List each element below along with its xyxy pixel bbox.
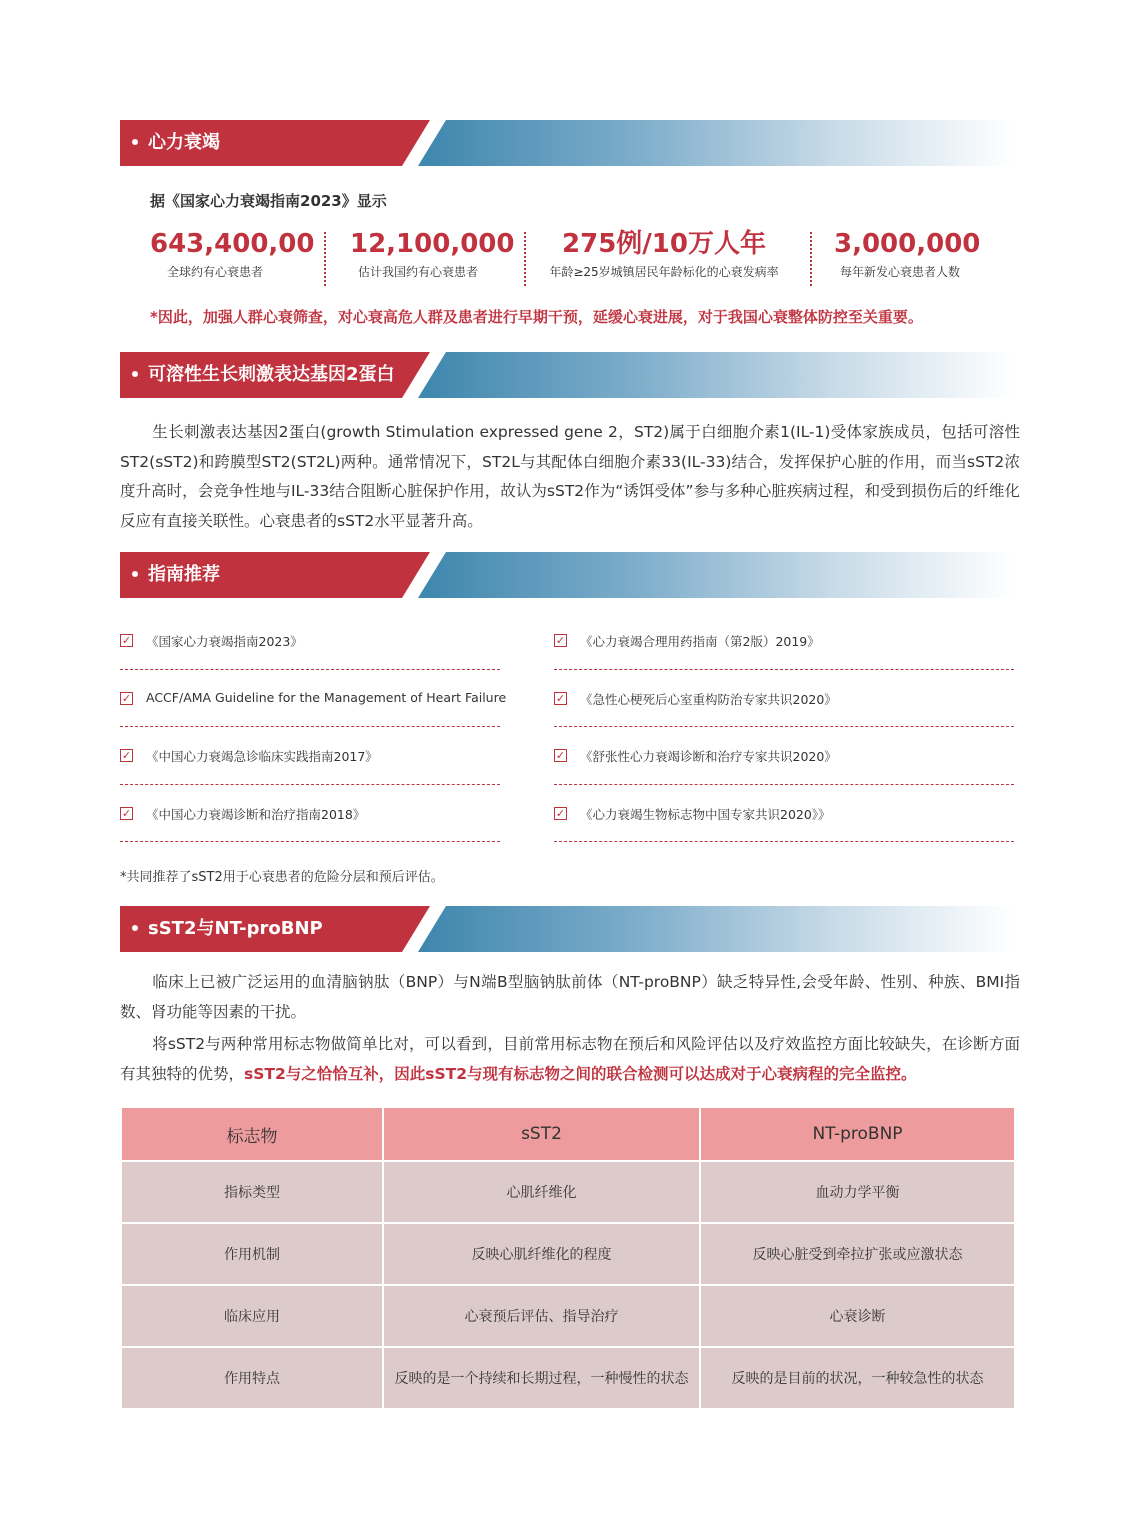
list-item	[120, 785, 500, 843]
stat-label: 年龄≥25岁城镇居民年龄标化的心衰发病率	[549, 265, 779, 279]
table-cell: 作用特点	[121, 1347, 383, 1409]
guideline-title: 《中国心力衰竭急诊临床实践指南2017》	[146, 749, 378, 764]
table-row	[121, 1285, 1015, 1347]
column-header: sST2	[383, 1107, 700, 1161]
table-row	[121, 1161, 1015, 1223]
section-title: 可溶性生长刺激表达基因2蛋白	[148, 364, 395, 385]
bullet-dot-icon	[132, 925, 138, 931]
intro-line: 据《国家心力衰竭指南2023》显示	[150, 192, 387, 210]
comparison-paragraph-1	[120, 968, 1020, 1027]
checkbox-checked-icon: ✓	[555, 634, 566, 647]
emphasis-note: *因此，加强人群心衰筛查，对心衰高危人群及患者进行早期干预，延缓心衰进展，对于我国心衰整体防控至关重要。	[150, 308, 923, 326]
checkbox-checked-icon: ✓	[121, 634, 132, 647]
guideline-title: 《国家心力衰竭指南2023》	[146, 634, 303, 649]
stat-label: 每年新发心衰患者人数	[839, 265, 960, 279]
comparison-table	[120, 1106, 1016, 1410]
table-cell: 心衰预后评估、指导治疗	[383, 1285, 700, 1347]
comparison-paragraph-2	[120, 1030, 1020, 1089]
table-row	[121, 1223, 1015, 1285]
section-title: sST2与NT-proBNP	[148, 918, 323, 939]
list-item	[554, 670, 1014, 728]
stat-divider	[324, 232, 326, 286]
table-cell: 心衰诊断	[700, 1285, 1015, 1347]
checkbox-checked-icon: ✓	[121, 749, 132, 762]
table-cell: 反映心脏受到牵拉扩张或应激状态	[700, 1223, 1015, 1285]
guideline-title: 《急性心梗死后心室重构防治专家共识2020》	[580, 691, 837, 707]
guideline-title: 《心力衰竭生物标志物中国专家共识2020》》	[580, 806, 831, 822]
list-item	[554, 727, 1014, 785]
section-header-sst2	[120, 352, 1014, 398]
stat-divider	[810, 232, 812, 286]
stat-global	[150, 228, 315, 282]
table-cell: 血动力学平衡	[700, 1161, 1015, 1223]
bullet-dot-icon	[132, 571, 138, 577]
stat-new-cases	[834, 228, 981, 282]
table-cell: 临床应用	[121, 1285, 383, 1347]
guideline-column-left	[120, 612, 507, 842]
table-header-row	[121, 1107, 1015, 1161]
header-gradient-band	[418, 120, 1014, 166]
section-title: 指南推荐	[148, 564, 220, 585]
stat-china	[350, 228, 515, 282]
checkbox-checked-icon: ✓	[121, 806, 132, 820]
list-item	[554, 785, 1014, 843]
stat-value: 3,000,000	[834, 229, 981, 259]
list-item	[120, 727, 500, 785]
table-cell: 作用机制	[121, 1223, 383, 1285]
table-cell: 反映的是目前的状况，一种较急性的状态	[700, 1347, 1015, 1409]
header-gradient-band	[418, 552, 1014, 598]
section-header-comparison	[120, 906, 1014, 952]
section-title: 心力衰竭	[148, 132, 220, 153]
guideline-title: 《舒张性心力衰竭诊断和治疗专家共识2020》	[580, 749, 837, 764]
checkbox-checked-icon: ✓	[121, 691, 132, 705]
stat-value: 643,400,00	[150, 229, 315, 259]
comparison-text-2: 将sST2与两种常用标志物做简单比对，可以看到，目前常用标志物在预后和风险评估以及疗效监控方面比较缺失，在诊断方面有其独特的优势，	[120, 1035, 1020, 1083]
bullet-dot-icon	[132, 371, 138, 377]
column-header: NT-proBNP	[700, 1107, 1015, 1161]
stat-incidence	[536, 228, 792, 282]
table-cell: 反映心肌纤维化的程度	[383, 1223, 700, 1285]
section-header-guidelines	[120, 552, 1014, 598]
checkbox-checked-icon: ✓	[555, 806, 566, 820]
guideline-title: 《心力衰竭合理用药指南（第2版）2019》	[580, 634, 820, 649]
header-gradient-band	[418, 352, 1014, 398]
list-item	[554, 612, 1014, 670]
stat-value: 12,100,000	[350, 229, 515, 259]
header-gradient-band	[418, 906, 1014, 952]
stat-label: 全球约有心衰患者	[166, 265, 263, 279]
comparison-highlight: sST2与之恰恰互补，因此sST2与现有标志物之间的联合检测可以达成对于心衰病程的完全监控。	[244, 1064, 917, 1083]
table-row	[121, 1347, 1015, 1409]
guideline-title: 《中国心力衰竭诊断和治疗指南2018》	[146, 806, 366, 822]
comparison-text-1: 临床上已被广泛运用的血清脑钠肽（BNP）与N端B型脑钠肽前体（NT-proBNP）缺乏特异性,会受年龄、性别、种族、BMI指数、肾功能等因素的干扰。	[120, 973, 1020, 1021]
column-header: 标志物	[121, 1107, 383, 1161]
stat-divider	[524, 232, 526, 286]
bullet-dot-icon	[132, 139, 138, 145]
list-item	[120, 670, 507, 728]
guideline-title: ACCF/AMA Guideline for the Management of Heart Failure	[146, 689, 507, 705]
stat-label: 估计我国约有心衰患者	[357, 265, 478, 279]
guideline-column-right	[554, 612, 1014, 842]
guideline-list	[120, 612, 1014, 862]
table-cell: 反映的是一个持续和长期过程，一种慢性的状态	[383, 1347, 700, 1409]
table-cell: 心肌纤维化	[383, 1161, 700, 1223]
checkbox-checked-icon: ✓	[555, 691, 566, 705]
table-cell: 指标类型	[121, 1161, 383, 1223]
stats-row	[120, 228, 1014, 286]
stat-value: 275例/10万人年	[562, 229, 766, 259]
section-header-heart-failure	[120, 120, 1014, 166]
list-item	[120, 612, 500, 670]
sst2-description-text: 生长刺激表达基因2蛋白(growth Stimulation expressed gene 2，ST2)属于白细胞介素1(IL-1)受体家族成员，包括可溶性ST2(sST2)和跨膜型ST2(ST2L)两种。通常情况下，ST2L与其配体白细胞介素33(IL-33)结合，发挥保护心脏的作用，而当sST2浓度升高时，会竞争性地与IL-33结合阻断心脏保护作用，故认为sST2作为“诱饵受体”参与多种心脏疾病过程，和受到损伤后的纤维化反应有直接关联性。心衰患者的sST2水平显著升高。	[120, 423, 1020, 530]
sst2-description	[120, 418, 1020, 536]
guideline-footnote: *共同推荐了sST2用于心衰患者的危险分层和预后评估。	[120, 870, 444, 885]
checkbox-checked-icon: ✓	[555, 749, 566, 762]
